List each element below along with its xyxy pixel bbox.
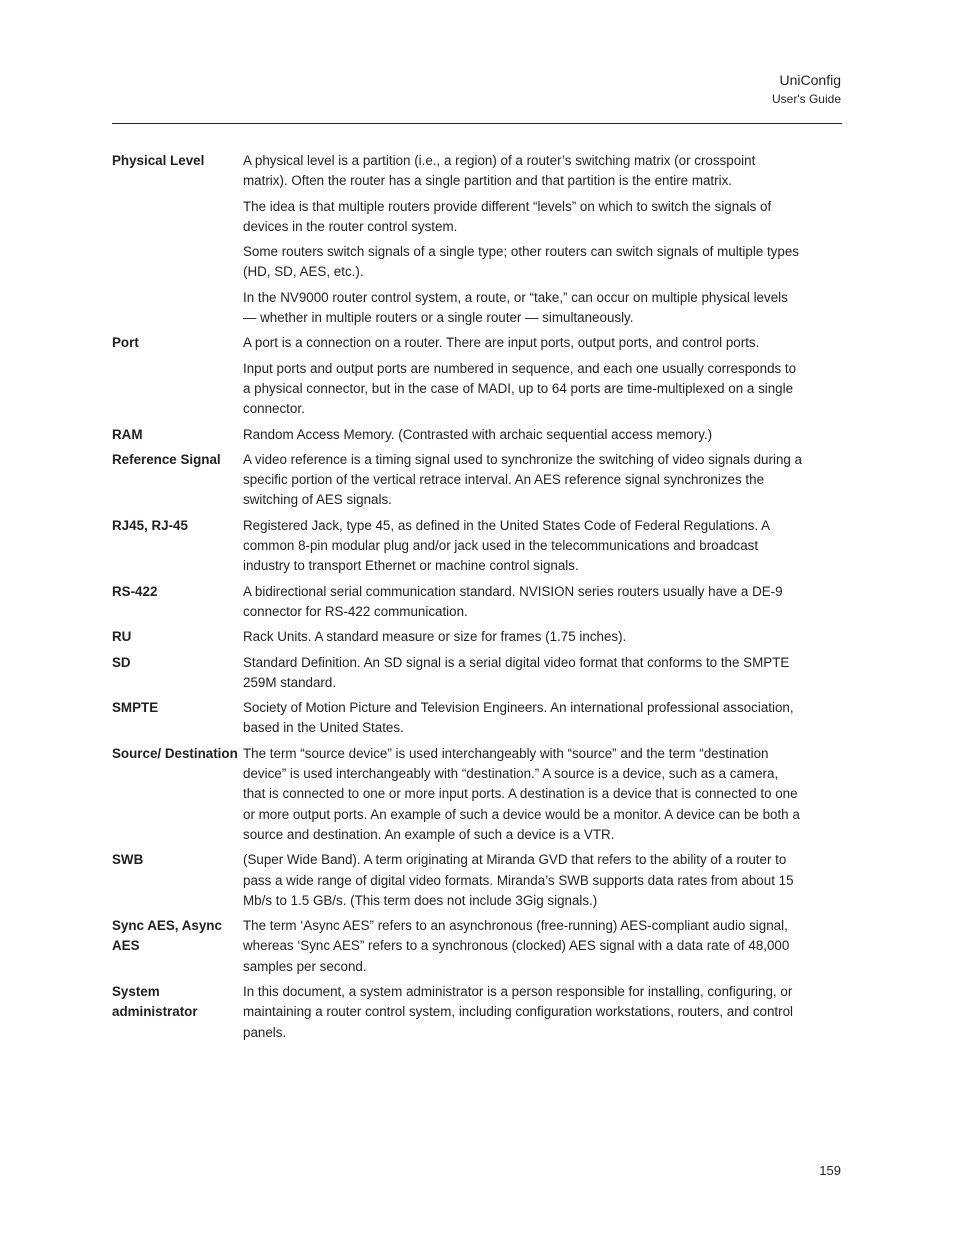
glossary-definition <box>243 333 802 419</box>
definition-paragraph: Some routers switch signals of a single type; other routers can switch signals of multiple types (HD, SD, AES, etc.). <box>243 244 799 280</box>
glossary-definition <box>243 653 802 694</box>
glossary-term: Port <box>112 335 139 351</box>
definition-paragraph: A bidirectional serial communication standard. NVISION series routers usually have a DE-9 connector for RS-422 communication. <box>243 583 783 619</box>
definition-paragraph: The term ‘Async AES” refers to an asynchronous (free-running) AES-compliant audio signal, whereas ‘Sync AES” refers to a synchronous (clocked) AES signal with a data rate of 48,000 samples per second. <box>243 918 790 974</box>
glossary-term: Sync AES, Async AES <box>112 918 222 954</box>
definition-paragraph: The idea is that multiple routers provide different “levels” on which to switch the signals of devices in the router control system. <box>243 198 772 234</box>
document-title: UniConfig <box>779 72 841 88</box>
glossary-entry <box>112 516 802 577</box>
document-subtitle: User's Guide <box>772 92 841 106</box>
definition-paragraph: In this document, a system administrator is a person responsible for installing, configuring, or maintaining a router control system, including configuration workstations, routers, and control panels. <box>243 983 794 1040</box>
glossary-definition <box>243 425 802 445</box>
definition-paragraph: Registered Jack, type 45, as defined in the United States Code of Federal Regulations. A common 8-pin modular plug and/or jack used in the telecommunications and broadcast industry to transport Ethernet or machine control signals. <box>243 517 770 574</box>
glossary-definition <box>243 982 802 1043</box>
glossary-list <box>112 151 802 1048</box>
glossary-term: SMPTE <box>112 700 159 716</box>
definition-paragraph: A physical level is a partition (i.e., a region) of a router’s switching matrix (or crosspoint matrix). Often the router has a single partition and that partition is the entire matrix. <box>243 153 756 189</box>
glossary-definition <box>243 450 802 511</box>
header-divider <box>112 123 842 124</box>
glossary-entry <box>112 151 802 328</box>
glossary-term: RS-422 <box>112 583 158 599</box>
glossary-entry <box>112 653 802 694</box>
glossary-term: RAM <box>112 426 143 442</box>
glossary-term: Source/ Destination <box>112 745 238 761</box>
glossary-entry <box>112 627 802 647</box>
glossary-entry <box>112 916 802 977</box>
glossary-term: Physical Level <box>112 153 205 168</box>
definition-paragraph: The term “source device” is used interchangeably with “source” and the term “destination device” is used interchangeably with “destination.” A source is a device, such as a camera, that is connected to one or more input ports. A destination is a device that is connected to one or more output ports. An example of such a device would be a monitor. A device can be both a source and destination. An example of such a device is a VTR. <box>243 745 800 842</box>
glossary-term: Reference Signal <box>112 451 221 467</box>
glossary-term: RU <box>112 629 132 645</box>
glossary-entry <box>112 425 802 445</box>
glossary-entry <box>112 450 802 511</box>
glossary-definition <box>243 850 802 911</box>
glossary-entry <box>112 698 802 739</box>
glossary-definition <box>243 627 802 647</box>
glossary-entry <box>112 744 802 845</box>
glossary-term: SWB <box>112 852 144 868</box>
glossary-definition <box>243 516 802 577</box>
glossary-term: RJ45, RJ-45 <box>112 517 188 533</box>
glossary-definition <box>243 151 802 328</box>
definition-paragraph: (Super Wide Band). A term originating at Miranda GVD that refers to the ability of a router to pass a wide range of digital video formats. Miranda’s SWB supports data rates from about 15 Mb/s to 1.5 GB/s. (This term does not include 3Gig signals.) <box>243 852 794 908</box>
definition-paragraph: Input ports and output ports are numbered in sequence, and each one usually corresponds to a physical connector, but in the case of MADI, up to 64 ports are time-multiplexed on a single connector. <box>243 360 797 417</box>
glossary-term: System administrator <box>112 983 198 1020</box>
glossary-definition <box>243 744 802 845</box>
glossary-entry <box>112 333 802 419</box>
definition-paragraph: Random Access Memory. (Contrasted with archaic sequential access memory.) <box>243 426 713 442</box>
page-number: 159 <box>819 1163 841 1178</box>
glossary-entry <box>112 582 802 623</box>
glossary-definition <box>243 582 802 623</box>
definition-paragraph: In the NV9000 router control system, a route, or “take,” can occur on multiple physical levels — whether in multiple routers or a single router — simultaneously. <box>243 289 788 326</box>
definition-paragraph: A video reference is a timing signal used to synchronize the switching of video signals during a specific portion of the vertical retrace interval. An AES reference signal synchronizes the switching of AES signals. <box>243 451 802 508</box>
running-header <box>772 70 841 108</box>
definition-paragraph: Rack Units. A standard measure or size for frames (1.75 inches). <box>243 629 627 645</box>
glossary-entry <box>112 850 802 911</box>
definition-paragraph: Standard Definition. An SD signal is a serial digital video format that conforms to the SMPTE 259M standard. <box>243 654 790 690</box>
definition-paragraph: A port is a connection on a router. There are input ports, output ports, and control ports. <box>243 335 760 351</box>
glossary-definition <box>243 916 802 977</box>
definition-paragraph: Society of Motion Picture and Television Engineers. An international professional association, based in the United States. <box>243 700 794 736</box>
glossary-term: SD <box>112 654 131 670</box>
glossary-entry <box>112 982 802 1043</box>
glossary-definition <box>243 698 802 739</box>
